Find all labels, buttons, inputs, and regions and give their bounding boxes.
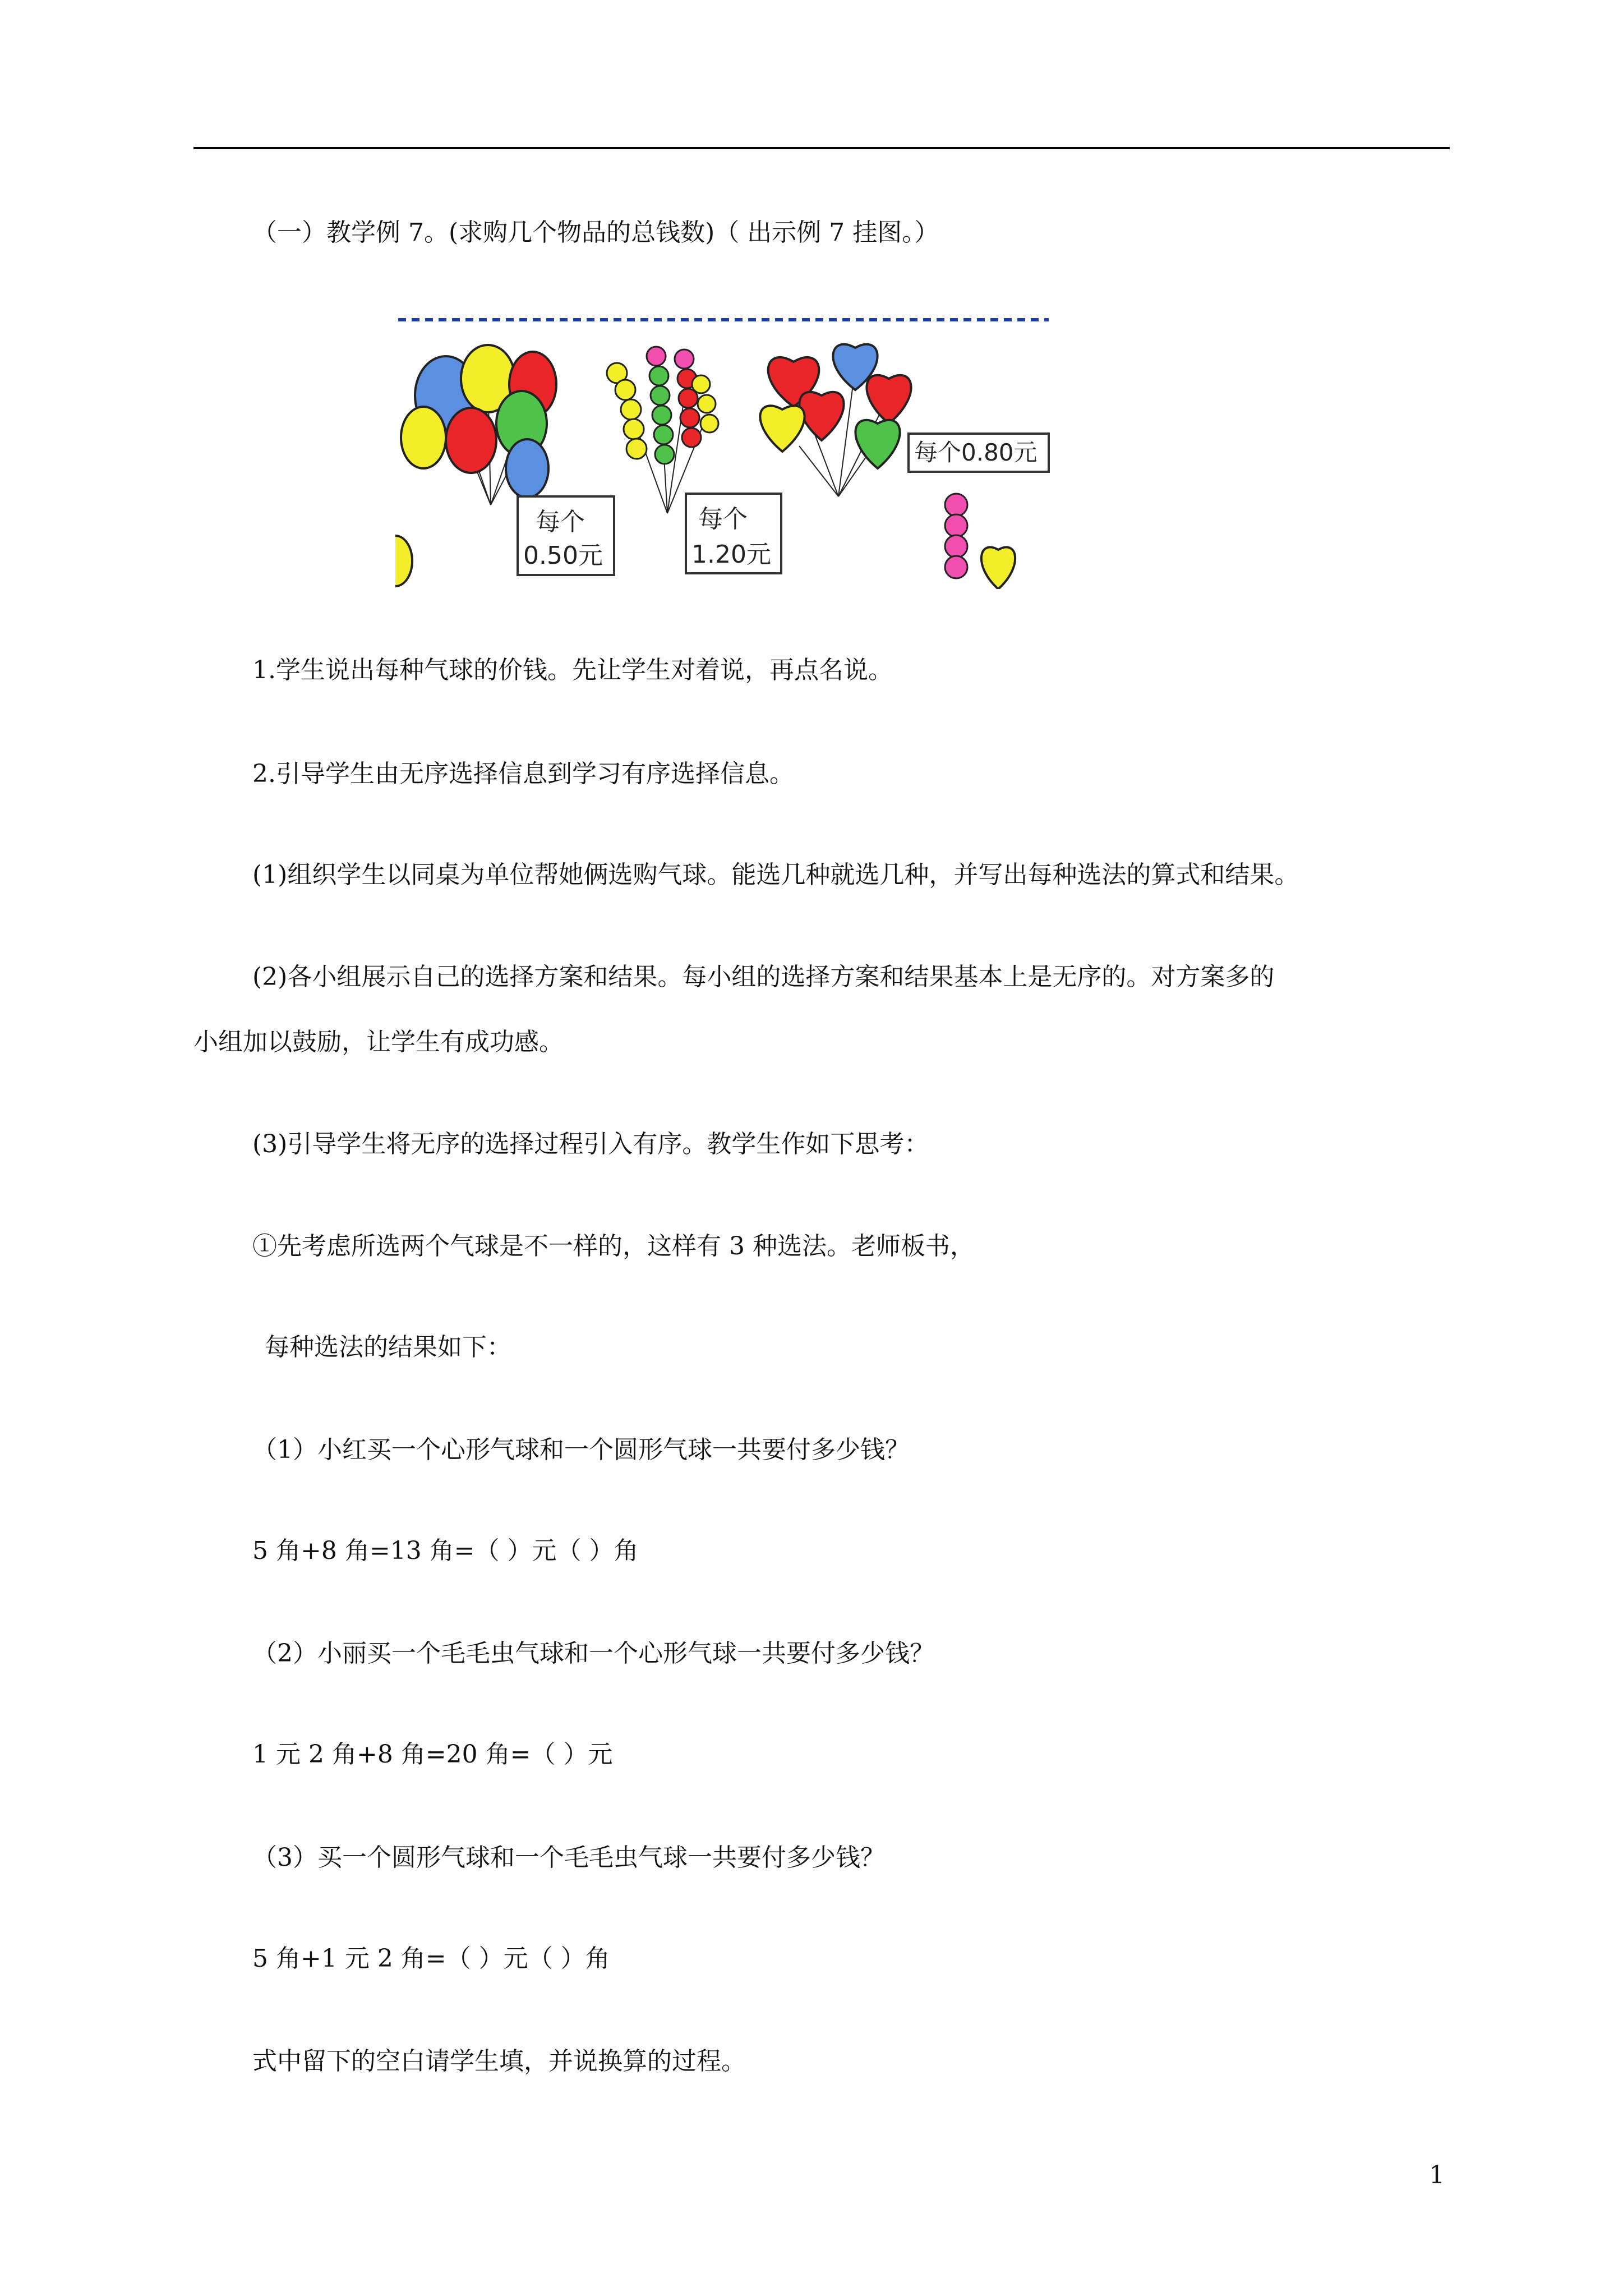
- closing-note: 式中留下的空白请学生填，并说换算的过程。: [252, 2047, 746, 2076]
- balloon-illustration: [395, 311, 1052, 589]
- svg-text:1.20元: 1.20元: [691, 540, 771, 569]
- svg-text:每个: 每个: [536, 508, 585, 536]
- step-2: 2.引导学生由无序选择信息到学习有序选择信息。: [252, 760, 794, 788]
- svg-text:每个: 每个: [698, 505, 748, 533]
- caterpillar-balloon-group: [607, 347, 718, 513]
- price-tag-round: [518, 496, 614, 575]
- price-tag-caterpillar: [686, 494, 781, 573]
- equation-1: 5 角+8 角=13 角=（ ）元（ ）角: [252, 1536, 639, 1565]
- question-3: （3）买一个圆形气球和一个毛毛虫气球一共要付多少钱？: [252, 1843, 885, 1872]
- question-1: （1）小红买一个心形气球和一个圆形气球一共要付多少钱？: [252, 1435, 910, 1464]
- step-2-2-cont: 小组加以鼓励，让学生有成功感。: [193, 1028, 564, 1056]
- step-2-3: (3)引导学生将无序的选择过程引入有序。教学生作如下思考：: [252, 1130, 929, 1158]
- step-2-1: (1)组织学生以同桌为单位帮她俩选购气球。能选几种就选几种，并写出每种选法的算式和结果。: [252, 861, 1299, 889]
- step-1: 1.学生说出每种气球的价钱。先让学生对着说，再点名说。: [252, 656, 893, 684]
- page-number: 1: [1429, 2161, 1445, 2189]
- question-2: （2）小丽买一个毛毛虫气球和一个心形气球一共要付多少钱？: [252, 1639, 934, 1668]
- header-rule: [193, 147, 1450, 149]
- equation-3: 5 角+1 元 2 角=（ ）元（ ）角: [252, 1944, 610, 1973]
- step-2-2: (2)各小组展示自己的选择方案和结果。每小组的选择方案和结果基本上是无序的。对方案多的: [252, 963, 1275, 991]
- equation-2: 1 元 2 角+8 角=20 角=（ ）元: [252, 1740, 613, 1769]
- heart-balloon-group: [760, 344, 911, 496]
- step-2-3-b: 每种选法的结果如下：: [265, 1333, 511, 1361]
- extra-balloons: [945, 494, 1015, 589]
- svg-text:每个0.80元: 每个0.80元: [914, 439, 1038, 466]
- section-heading: （一）教学例 7。(求购几个物品的总钱数)（ 出示例 7 挂图。）: [252, 218, 939, 247]
- price-tag-heart: [909, 434, 1049, 472]
- step-2-3-a: ①先考虑所选两个气球是不一样的，这样有 3 种选法。老师板书，: [252, 1232, 975, 1260]
- svg-text:0.50元: 0.50元: [523, 541, 603, 570]
